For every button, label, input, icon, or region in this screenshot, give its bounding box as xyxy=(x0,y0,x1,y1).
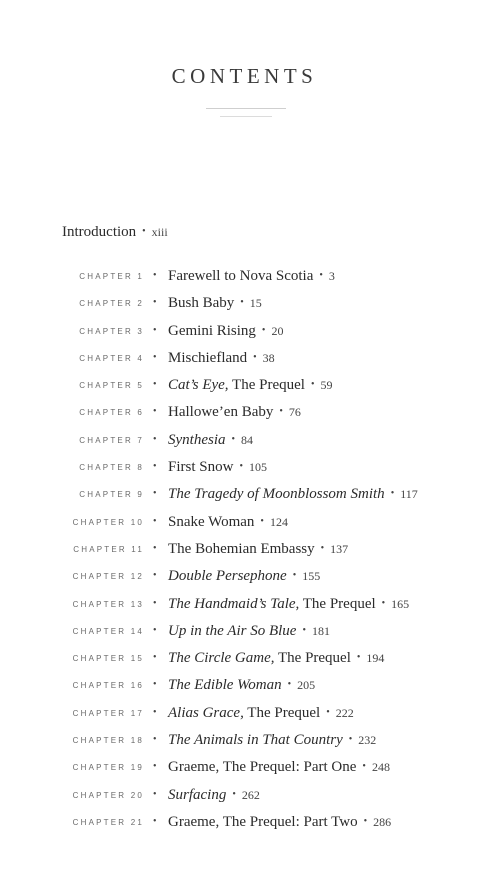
chapter-title-italic: Synthesia xyxy=(168,431,226,448)
chapter-title-italic: Alias Grace, xyxy=(168,704,244,721)
chapter-page: 194 xyxy=(366,651,385,666)
chapter-title xyxy=(168,321,283,341)
separator-dot: • xyxy=(153,597,157,609)
chapter-title-italic: Double Persephone xyxy=(168,568,287,585)
chapter-title xyxy=(168,430,253,450)
chapter-page: 15 xyxy=(249,296,262,311)
chapter-entry[interactable] xyxy=(0,293,489,320)
chapter-page: 205 xyxy=(297,678,316,693)
title-rule-top xyxy=(206,108,286,109)
separator-dot: • xyxy=(310,379,315,391)
separator-dot: • xyxy=(153,433,157,445)
separator-dot: • xyxy=(381,597,386,609)
separator-dot: • xyxy=(253,351,257,363)
separator-dot: • xyxy=(319,270,323,281)
chapter-title-roman: Farewell to Nova Scotia xyxy=(168,268,314,284)
separator-dot: • xyxy=(287,679,292,691)
separator-dot: • xyxy=(153,324,157,336)
chapter-title xyxy=(168,730,376,750)
separator-dot: • xyxy=(153,815,157,827)
chapter-title xyxy=(168,402,301,422)
separator-dot: • xyxy=(348,734,353,746)
chapter-number: CHAPTER 4 xyxy=(79,353,144,363)
chapter-title xyxy=(168,348,275,368)
chapter-page: 3 xyxy=(328,269,335,283)
chapter-number: CHAPTER 8 xyxy=(79,463,144,473)
separator-dot: • xyxy=(142,226,146,237)
chapter-entry[interactable] xyxy=(0,757,489,784)
chapter-title xyxy=(168,785,260,805)
chapter-title-roman: Mischiefland xyxy=(168,349,248,366)
chapter-title-roman: The Prequel xyxy=(243,704,321,721)
separator-dot: • xyxy=(153,406,157,418)
chapter-page: 20 xyxy=(271,323,284,338)
separator-dot: • xyxy=(362,761,366,773)
chapter-number: CHAPTER 14 xyxy=(72,626,144,636)
chapter-entry[interactable] xyxy=(0,648,489,675)
chapter-entry[interactable] xyxy=(0,785,489,812)
chapter-entry[interactable] xyxy=(0,703,489,730)
separator-dot: • xyxy=(153,706,157,718)
chapter-page: 84 xyxy=(241,432,254,447)
chapter-title xyxy=(168,375,332,395)
chapter-entry[interactable] xyxy=(0,484,489,511)
chapter-title xyxy=(168,594,409,614)
chapter-entry[interactable] xyxy=(0,594,489,621)
chapter-number: CHAPTER 7 xyxy=(79,435,144,445)
chapter-entry[interactable] xyxy=(0,512,489,539)
separator-dot: • xyxy=(153,679,157,691)
chapter-page: 286 xyxy=(373,814,392,829)
chapter-entry[interactable] xyxy=(0,730,489,757)
chapter-title xyxy=(168,675,315,695)
chapter-number: CHAPTER 11 xyxy=(73,544,144,554)
chapter-page: 59 xyxy=(320,378,333,393)
chapter-title-roman: Snake Woman xyxy=(168,513,255,530)
chapter-number: CHAPTER 19 xyxy=(72,763,144,773)
chapter-title-roman: Graeme, The Prequel: Part Two xyxy=(168,813,358,830)
chapter-title-roman: The Prequel xyxy=(274,650,351,667)
separator-dot: • xyxy=(292,570,297,582)
separator-dot: • xyxy=(153,761,157,773)
chapter-title xyxy=(168,512,288,532)
chapter-title-italic: Surfacing xyxy=(168,786,227,803)
chapter-title-italic: Cat’s Eye, xyxy=(168,377,229,394)
chapter-title-roman: Graeme, The Prequel: Part One xyxy=(168,759,357,776)
chapter-title-roman: Gemini Rising xyxy=(168,322,256,339)
chapter-number: CHAPTER 15 xyxy=(72,654,144,664)
chapter-title xyxy=(168,484,418,504)
separator-dot: • xyxy=(153,270,157,281)
chapter-title-roman: Hallowe’en Baby xyxy=(168,404,274,421)
chapter-page: 262 xyxy=(241,787,260,802)
chapter-page: 124 xyxy=(269,514,288,529)
chapter-number: CHAPTER 10 xyxy=(72,517,144,527)
chapter-page: 248 xyxy=(371,760,390,775)
chapter-entry[interactable] xyxy=(0,375,489,402)
chapter-number: CHAPTER 12 xyxy=(72,572,144,582)
chapter-title-italic: Up in the Air So Blue xyxy=(168,622,297,639)
chapter-number: CHAPTER 3 xyxy=(79,326,144,336)
contents-title: CONTENTS xyxy=(171,64,318,88)
chapter-list xyxy=(0,266,489,839)
chapter-page: 38 xyxy=(262,350,275,365)
chapter-title-roman: The Bohemian Embassy xyxy=(168,540,315,557)
chapter-title xyxy=(168,648,384,668)
chapter-page: 76 xyxy=(288,405,301,420)
separator-dot: • xyxy=(279,406,283,418)
introduction-page: xiii xyxy=(151,225,168,239)
chapter-page: 232 xyxy=(358,733,377,748)
chapter-title-roman: First Snow xyxy=(168,459,234,476)
separator-dot: • xyxy=(302,624,306,636)
separator-dot: • xyxy=(356,652,361,664)
chapter-entry[interactable] xyxy=(0,321,489,348)
separator-dot: • xyxy=(153,351,157,363)
chapter-entry[interactable] xyxy=(0,348,489,375)
chapter-title xyxy=(168,703,354,723)
chapter-page: 181 xyxy=(311,623,330,638)
separator-dot: • xyxy=(320,542,325,554)
chapter-title-italic: The Circle Game, xyxy=(168,650,275,667)
separator-dot: • xyxy=(153,297,157,309)
separator-dot: • xyxy=(390,488,395,500)
chapter-title xyxy=(168,757,390,777)
introduction-entry[interactable] xyxy=(62,222,168,242)
separator-dot: • xyxy=(153,734,157,746)
chapter-page: 137 xyxy=(330,541,349,556)
chapter-number: CHAPTER 18 xyxy=(72,736,144,746)
chapter-number: CHAPTER 16 xyxy=(72,681,144,691)
chapter-title xyxy=(168,293,262,313)
chapter-entry[interactable] xyxy=(0,539,489,566)
separator-dot: • xyxy=(153,461,157,473)
chapter-title xyxy=(168,539,348,559)
chapter-title xyxy=(168,621,330,641)
chapter-title-roman: The Prequel xyxy=(228,377,305,394)
chapter-entry[interactable] xyxy=(0,812,489,839)
chapter-number: CHAPTER 17 xyxy=(72,708,144,718)
chapter-title xyxy=(168,457,267,477)
chapter-title-italic: The Tragedy of Moonblossom Smith xyxy=(168,486,385,503)
chapter-page: 105 xyxy=(248,460,267,475)
separator-dot: • xyxy=(261,324,266,336)
chapter-entry[interactable] xyxy=(0,675,489,702)
chapter-entry[interactable] xyxy=(0,266,489,293)
chapter-entry[interactable] xyxy=(0,621,489,648)
chapter-entry[interactable] xyxy=(0,457,489,484)
separator-dot: • xyxy=(153,488,157,500)
chapter-number: CHAPTER 20 xyxy=(72,790,144,800)
chapter-title-italic: The Animals in That Country xyxy=(168,732,343,749)
chapter-title xyxy=(168,812,391,832)
separator-dot: • xyxy=(153,570,157,582)
chapter-title xyxy=(168,566,320,586)
separator-dot: • xyxy=(239,461,243,473)
separator-dot: • xyxy=(232,788,236,800)
separator-dot: • xyxy=(153,379,157,391)
chapter-entry[interactable] xyxy=(0,566,489,593)
separator-dot: • xyxy=(260,515,264,527)
chapter-page: 117 xyxy=(400,487,418,502)
separator-dot: • xyxy=(240,297,244,309)
separator-dot: • xyxy=(153,652,157,664)
chapter-entry[interactable] xyxy=(0,402,489,429)
chapter-number: CHAPTER 5 xyxy=(79,381,144,391)
chapter-page: 155 xyxy=(302,569,321,584)
chapter-number: CHAPTER 6 xyxy=(79,408,144,418)
separator-dot: • xyxy=(153,542,157,554)
separator-dot: • xyxy=(326,706,330,718)
chapter-number: CHAPTER 1 xyxy=(79,272,144,281)
chapter-title xyxy=(168,266,335,286)
chapter-number: CHAPTER 2 xyxy=(79,299,144,309)
chapter-title-italic: The Edible Woman xyxy=(168,677,282,694)
chapter-page: 222 xyxy=(335,705,354,720)
chapter-number: CHAPTER 9 xyxy=(79,490,144,500)
separator-dot: • xyxy=(153,515,157,527)
chapter-entry[interactable] xyxy=(0,430,489,457)
chapter-number: CHAPTER 13 xyxy=(72,599,144,609)
chapter-number: CHAPTER 21 xyxy=(72,817,144,827)
separator-dot: • xyxy=(153,624,157,636)
separator-dot: • xyxy=(153,788,157,800)
chapter-title-italic: The Handmaid’s Tale, xyxy=(168,595,300,612)
chapter-title-roman: The Prequel xyxy=(299,595,376,612)
separator-dot: • xyxy=(231,433,236,445)
chapter-page: 165 xyxy=(391,596,410,611)
separator-dot: • xyxy=(363,815,368,827)
introduction-label: Introduction xyxy=(62,224,137,240)
chapter-title-roman: Bush Baby xyxy=(168,295,235,312)
title-rule-bottom xyxy=(220,116,272,117)
